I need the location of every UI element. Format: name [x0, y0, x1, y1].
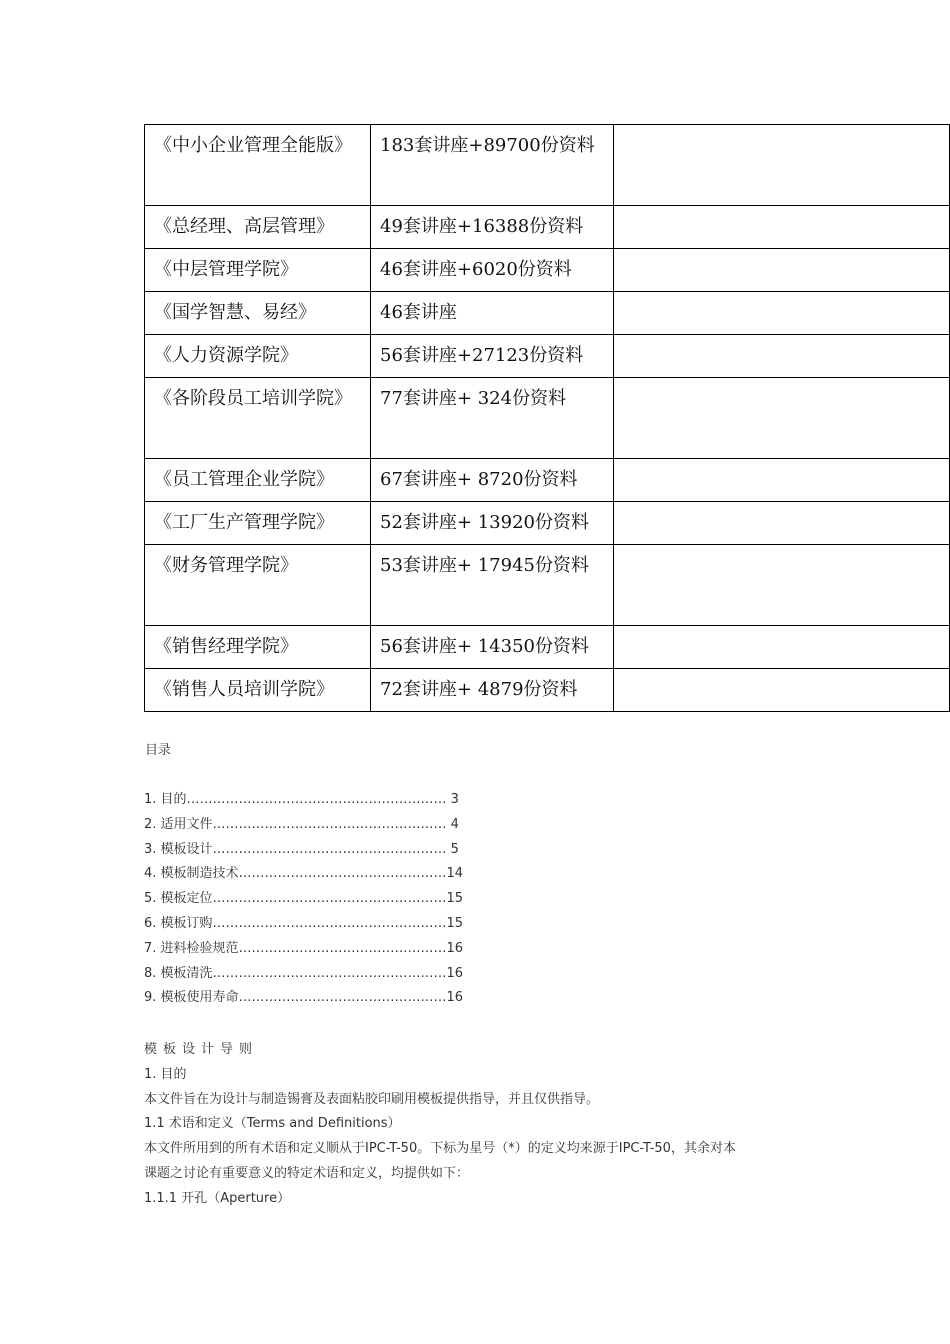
course-extra	[614, 292, 950, 335]
course-content: 77套讲座+ 324份资料	[371, 378, 614, 459]
course-name: 《国学智慧、易经》	[145, 292, 371, 335]
course-name: 《销售人员培训学院》	[145, 669, 371, 712]
table-row	[145, 206, 950, 249]
course-name: 《工厂生产管理学院》	[145, 502, 371, 545]
toc-item[interactable]: 8. 模板清洗………………………………………………16	[144, 965, 464, 981]
paragraph: 本文件所用到的所有术语和定义顺从于IPC-T-50。下标为星号（*）的定义均来源于IPC-T-50，其余对本	[144, 1141, 736, 1157]
course-content: 52套讲座+ 13920份资料	[371, 502, 614, 545]
course-extra	[614, 249, 950, 292]
course-extra	[614, 378, 950, 459]
toc-item[interactable]: 2. 适用文件……………………………………………… 4	[144, 816, 459, 832]
course-name: 《中小企业管理全能版》	[145, 125, 371, 206]
table-row	[145, 125, 950, 206]
course-extra	[614, 125, 950, 206]
course-content: 56套讲座+ 14350份资料	[371, 626, 614, 669]
course-name: 《销售经理学院》	[145, 626, 371, 669]
toc-item[interactable]: 4. 模板制造技术…………………………………………14	[144, 866, 464, 882]
toc-title: 目录	[145, 743, 172, 758]
table-of-contents	[144, 788, 463, 1011]
course-name: 《人力资源学院》	[145, 335, 371, 378]
toc-item[interactable]: 9. 模板使用寿命…………………………………………16	[144, 990, 464, 1006]
table-row	[145, 335, 950, 378]
course-content: 53套讲座+ 17945份资料	[371, 545, 614, 626]
course-name: 《员工管理企业学院》	[145, 459, 371, 502]
course-content: 183套讲座+89700份资料	[371, 125, 614, 206]
section-heading: 1.1.1 开孔（Aperture）	[144, 1190, 291, 1206]
course-extra	[614, 335, 950, 378]
course-extra	[614, 459, 950, 502]
course-extra	[614, 626, 950, 669]
toc-item[interactable]: 7. 进料检验规范…………………………………………16	[144, 940, 464, 956]
course-content: 67套讲座+ 8720份资料	[371, 459, 614, 502]
table-row	[145, 545, 950, 626]
table-row	[145, 502, 950, 545]
course-name: 《各阶段员工培训学院》	[145, 378, 371, 459]
course-content: 46套讲座	[371, 292, 614, 335]
course-name: 《中层管理学院》	[145, 249, 371, 292]
toc-item[interactable]: 3. 模板设计……………………………………………… 5	[144, 841, 459, 857]
course-extra	[614, 669, 950, 712]
course-name: 《财务管理学院》	[145, 545, 371, 626]
course-content: 49套讲座+16388份资料	[371, 206, 614, 249]
paragraph: 课题之讨论有重要意义的特定术语和定义，均提供如下：	[144, 1165, 470, 1181]
table-row	[145, 249, 950, 292]
table-row	[145, 669, 950, 712]
course-content: 46套讲座+6020份资料	[371, 249, 614, 292]
section-heading: 1. 目的	[144, 1066, 187, 1082]
toc-item[interactable]: 1. 目的…………………………………………………… 3	[144, 792, 459, 807]
course-extra	[614, 502, 950, 545]
toc-item[interactable]: 5. 模板定位………………………………………………15	[144, 891, 464, 907]
course-catalog-table	[144, 124, 950, 712]
table-row	[145, 626, 950, 669]
section-heading: 1.1 术语和定义（Terms and Definitions）	[144, 1116, 401, 1132]
course-extra	[614, 545, 950, 626]
course-content: 56套讲座+27123份资料	[371, 335, 614, 378]
table-row	[145, 292, 950, 335]
course-extra	[614, 206, 950, 249]
document-body	[144, 1038, 824, 1212]
course-name: 《总经理、高层管理》	[145, 206, 371, 249]
table-row	[145, 459, 950, 502]
paragraph: 本文件旨在为设计与制造锡膏及表面粘胶印刷用模板提供指导，并且仅供指导。	[144, 1091, 600, 1107]
course-content: 72套讲座+ 4879份资料	[371, 669, 614, 712]
table-row	[145, 378, 950, 459]
document-heading: 模板设计导则	[144, 1042, 259, 1057]
toc-item[interactable]: 6. 模板订购………………………………………………15	[144, 915, 464, 931]
